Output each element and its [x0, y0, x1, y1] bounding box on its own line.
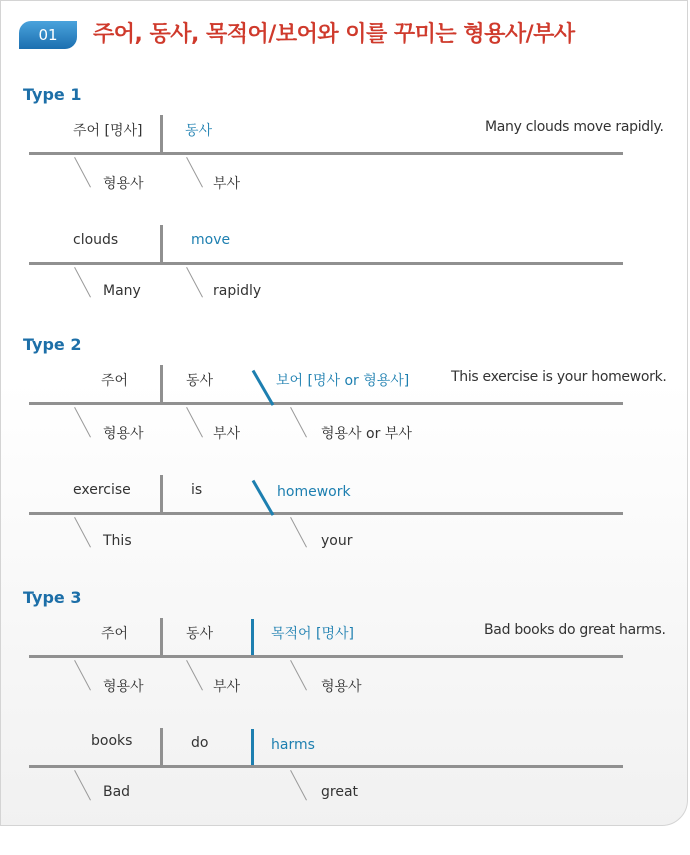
diagram-baseline [29, 512, 623, 515]
pattern-verb-modifier: 부사 [213, 679, 241, 695]
pattern-subject: 주어 [명사] [73, 123, 143, 139]
type-1-example-diagram [1, 223, 688, 318]
type-3-pattern-diagram [1, 616, 688, 711]
pattern-verb: 동사 [186, 626, 214, 642]
diagram-baseline [29, 402, 623, 405]
diagram-baseline [29, 152, 623, 155]
object-bar [251, 619, 254, 655]
example-subject: books [91, 733, 133, 749]
pattern-subject: 주어 [101, 626, 129, 642]
modifier-line [74, 407, 91, 437]
complement-slash [252, 370, 275, 406]
pattern-subject-modifier: 형용사 [103, 426, 144, 442]
subject-verb-divider [160, 365, 163, 403]
example-verb-modifier: rapidly [213, 283, 262, 299]
type-3-example-sentence: Bad books do great harms. [484, 622, 666, 638]
modifier-line [74, 660, 91, 690]
type-3-label: Type 3 [23, 588, 82, 607]
pattern-subject-modifier: 형용사 [103, 679, 144, 695]
subject-verb-divider [160, 225, 163, 263]
object-bar [251, 729, 254, 765]
type-1-label: Type 1 [23, 85, 82, 104]
modifier-line [74, 517, 91, 547]
example-subject: clouds [73, 232, 119, 248]
modifier-line [290, 770, 307, 800]
pattern-complement-modifier: 형용사 or 부사 [321, 426, 412, 442]
subject-verb-divider [160, 728, 163, 766]
example-object-modifier: great [321, 784, 359, 800]
pattern-verb-modifier: 부사 [213, 176, 241, 192]
modifier-line [290, 407, 307, 437]
modifier-line [186, 157, 203, 187]
pattern-verb: 동사 [186, 373, 214, 389]
modifier-line [186, 660, 203, 690]
type-1-pattern-diagram [1, 113, 688, 208]
modifier-line [74, 770, 91, 800]
example-subject: exercise [73, 482, 131, 498]
pattern-subject-modifier: 형용사 [103, 176, 144, 192]
modifier-line [290, 660, 307, 690]
example-verb: move [191, 232, 231, 248]
type-3-example-diagram [1, 726, 688, 821]
example-complement: homework [277, 484, 351, 500]
subject-verb-divider [160, 115, 163, 153]
section-number-badge: 01 [19, 21, 77, 49]
type-1-example-sentence: Many clouds move rapidly. [485, 119, 664, 135]
pattern-complement: 보어 [명사 or 형용사] [276, 373, 410, 389]
section-title: 주어, 동사, 목적어/보어와 이를 꾸미는 형용사/부사 [93, 22, 575, 47]
modifier-line [186, 267, 203, 297]
type-2-label: Type 2 [23, 335, 82, 354]
pattern-verb-modifier: 부사 [213, 426, 241, 442]
example-subject-modifier: Bad [103, 784, 131, 800]
pattern-verb: 동사 [185, 123, 213, 139]
example-subject-modifier: Many [103, 283, 141, 299]
example-subject-modifier: This [103, 533, 132, 549]
subject-verb-divider [160, 475, 163, 513]
type-2-pattern-diagram [1, 363, 688, 458]
type-2-example-sentence: This exercise is your homework. [451, 369, 667, 385]
modifier-line [74, 267, 91, 297]
modifier-line [186, 407, 203, 437]
pattern-object-modifier: 형용사 [321, 679, 362, 695]
example-verb: is [191, 482, 203, 498]
modifier-line [290, 517, 307, 547]
diagram-baseline [29, 655, 623, 658]
example-complement-modifier: your [321, 533, 353, 549]
diagram-baseline [29, 765, 623, 768]
type-2-example-diagram [1, 473, 688, 568]
modifier-line [74, 157, 91, 187]
pattern-subject: 주어 [101, 373, 129, 389]
complement-slash [252, 480, 275, 516]
example-verb: do [191, 735, 209, 751]
subject-verb-divider [160, 618, 163, 656]
diagram-baseline [29, 262, 623, 265]
pattern-object: 목적어 [명사] [271, 626, 354, 642]
example-object: harms [271, 737, 315, 753]
